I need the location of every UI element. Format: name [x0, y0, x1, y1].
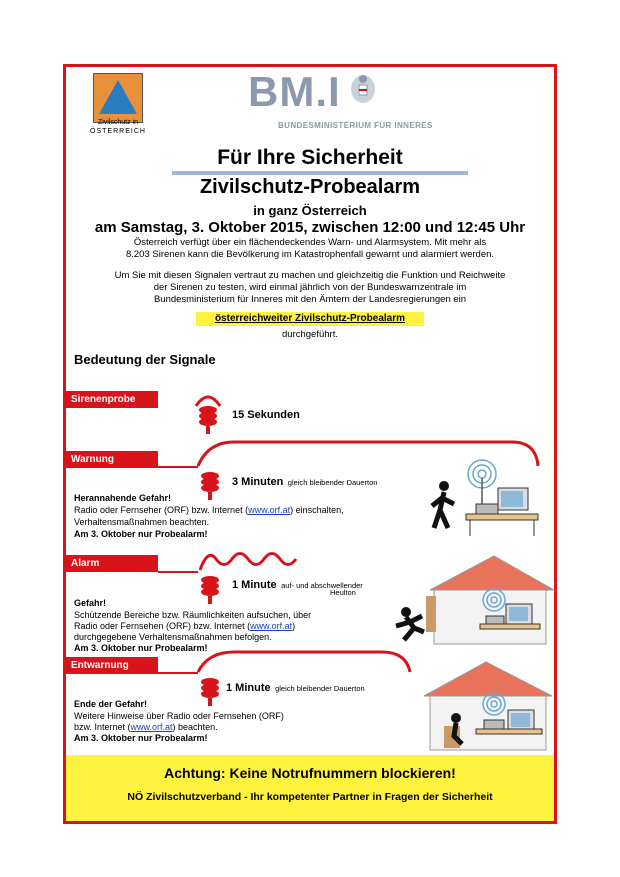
footer-slogan: NÖ Zivilschutzverband - Ihr kompetenter Partner in Fragen der Sicherheit: [127, 791, 493, 803]
alarm-duration-note: auf- und abschwellender: [281, 581, 363, 590]
entwarnung-l2: Weitere Hinweise über Radio oder Fernsehen (ORF): [74, 711, 284, 721]
warnung-l3: Verhaltensmaßnahmen beachten.: [74, 517, 210, 527]
probe-duration: 15 Sekunden: [232, 409, 300, 421]
alarm-line-left: [158, 571, 198, 573]
intro-p2c: Bundesministerium für Inneres mit den Ämtern der Landesregierungen ein: [153, 294, 467, 305]
footer-warning: Achtung: Keine Notrufnummern blockieren!: [164, 765, 456, 781]
eagle-icon: [350, 73, 376, 107]
siren-probe-icon: [190, 388, 226, 436]
alarm-duration: 1 Minute: [232, 579, 277, 591]
title-line-3: in ganz Österreich: [253, 203, 367, 218]
warnung-l1: Herannahende Gefahr!: [74, 493, 172, 503]
entwarnung-l3: [74, 722, 218, 734]
entwarnung-duration: 1 Minute: [226, 682, 271, 694]
alarm-duration-note-2: Heulton: [330, 588, 356, 597]
siren-entwarnung-icon: [196, 674, 224, 708]
alarm-l2: Schützende Bereiche bzw. Räumlichkeiten aufsuchen, über: [74, 610, 312, 620]
ministry-name: BUNDESMINISTERIUM FÜR INNERES: [278, 121, 433, 130]
entwarnung-l4: Am 3. Oktober nur Probealarm!: [74, 733, 208, 743]
siren-alarm-icon: [196, 572, 224, 606]
tag-alarm: Alarm: [66, 555, 158, 572]
warnung-l2a: Radio oder Fernseher (ORF) bzw. Internet (: [74, 505, 249, 515]
triangle-icon: [94, 74, 142, 122]
warnung-line-left: [158, 466, 198, 468]
alarm-l4: durchgegebene Verhaltensmaßnahmen befolgen.: [74, 632, 272, 642]
alarm-l1: Gefahr!: [74, 598, 107, 608]
warnung-l2: [74, 505, 344, 517]
title-line-1: Für Ihre Sicherheit: [217, 146, 403, 169]
title-rule: [172, 171, 468, 175]
warnung-orf-link[interactable]: www.orf.at: [248, 505, 291, 515]
tag-entwarnung: Entwarnung: [66, 657, 158, 674]
alarm-l3b: ): [292, 621, 296, 631]
zivilschutz-logo: [93, 73, 143, 123]
alarm-illustration: [390, 550, 556, 646]
alarm-signal-wave: [198, 546, 300, 572]
alarm-orf-link[interactable]: www.orf.at: [250, 621, 293, 631]
entwarnung-l3b: ) beachten.: [172, 722, 218, 732]
alarm-l3: [74, 621, 295, 633]
entwarnung-signal-line: [194, 650, 416, 674]
intro-p1a: Österreich verfügt über ein flächendeckendes Warn- und Alarmsystem. Mit mehr als: [133, 237, 487, 248]
warnung-illustration: [426, 454, 556, 542]
entwarnung-l1: Ende der Gefahr!: [74, 699, 148, 709]
alarm-l3a: Radio oder Fernsehen (ORF) bzw. Internet (: [74, 621, 251, 631]
warnung-duration-note: gleich bleibender Dauerton: [287, 478, 378, 487]
intro-p1b: 8.203 Sirenen kann die Bevölkerung im Katastrophenfall gewarnt und alarmiert werden.: [125, 249, 495, 260]
warnung-l4: Am 3. Oktober nur Probealarm!: [74, 529, 208, 539]
tag-sirenenprobe: Sirenenprobe: [66, 391, 158, 408]
zivilschutz-caption-1: Zivilschutz in: [97, 119, 139, 126]
alarm-l5: Am 3. Oktober nur Probealarm!: [74, 643, 208, 653]
siren-warnung-icon: [196, 468, 224, 502]
intro-p2b: der Sirenen zu testen, wird einmal jährlich von der Bundeswarnzentrale im: [153, 282, 467, 293]
tag-warnung: Warnung: [66, 451, 158, 468]
entwarnung-duration-note: gleich bleibender Dauerton: [275, 684, 365, 693]
highlight-probealarm: österreichweiter Zivilschutz-Probealarm: [196, 312, 424, 326]
warnung-duration-row: [232, 472, 377, 490]
intro-p2d: durchgeführt.: [282, 329, 338, 340]
entwarnung-line-left: [158, 672, 198, 674]
warnung-duration: 3 Minuten: [232, 476, 284, 488]
intro-p2a: Um Sie mit diesen Signalen vertraut zu machen und gleichzeitig die Funktion und Reichweite: [114, 270, 506, 281]
zivilschutz-caption-2: ÖSTERREICH: [90, 128, 146, 135]
warnung-l2b: ) einschalten,: [290, 505, 344, 515]
entwarnung-illustration: [418, 656, 554, 752]
bmi-logo-text: BM.I: [248, 68, 341, 115]
entwarnung-l3a: bzw. Internet (: [74, 722, 131, 732]
title-line-2: Zivilschutz-Probealarm: [199, 176, 421, 198]
title-date: am Samstag, 3. Oktober 2015, zwischen 12:00 und 12:45 Uhr: [94, 219, 526, 236]
entwarnung-orf-link[interactable]: www.orf.at: [130, 722, 173, 732]
signals-heading: Bedeutung der Signale: [74, 352, 216, 367]
entwarnung-duration-row: [226, 678, 365, 696]
